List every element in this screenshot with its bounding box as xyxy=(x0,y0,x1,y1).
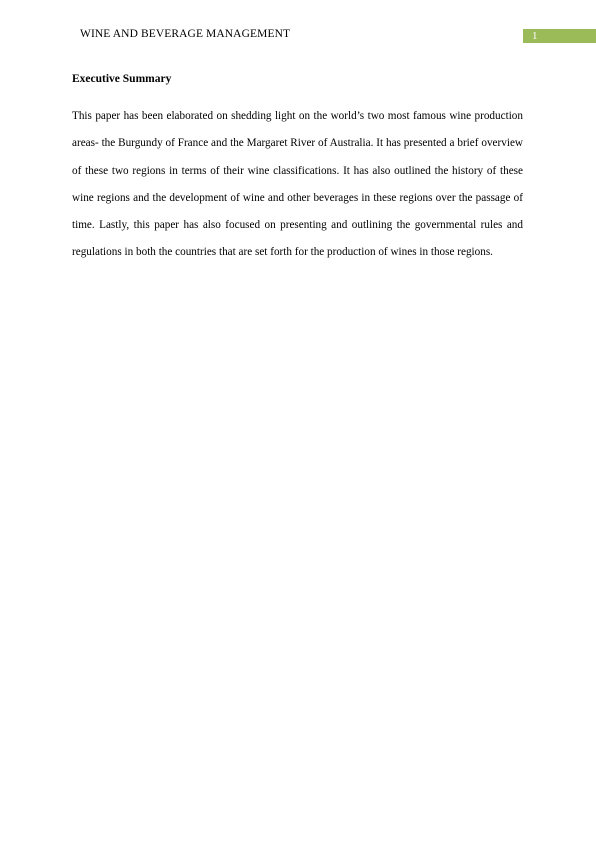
page-header xyxy=(0,0,596,50)
section-heading: Executive Summary xyxy=(72,73,172,85)
page-number: 1 xyxy=(532,30,538,42)
page-number-badge xyxy=(523,29,596,43)
running-header-title: WINE AND BEVERAGE MANAGEMENT xyxy=(80,28,291,40)
document-body xyxy=(72,72,523,267)
executive-summary-paragraph: This paper has been elaborated on shedding light on the world’s two most famous wine production areas- the Burgundy of France and the Margaret River of Australia. It has presented a brief overview of these two regions in terms of their wine classifications. It has also outlined the history of these wine regions and the development of wine and other beverages in these regions over the passage of time. Lastly, this paper has also focused on presenting and outlining the governmental rules and regulations in both the countries that are set forth for the production of wines in those regions. xyxy=(72,110,523,259)
